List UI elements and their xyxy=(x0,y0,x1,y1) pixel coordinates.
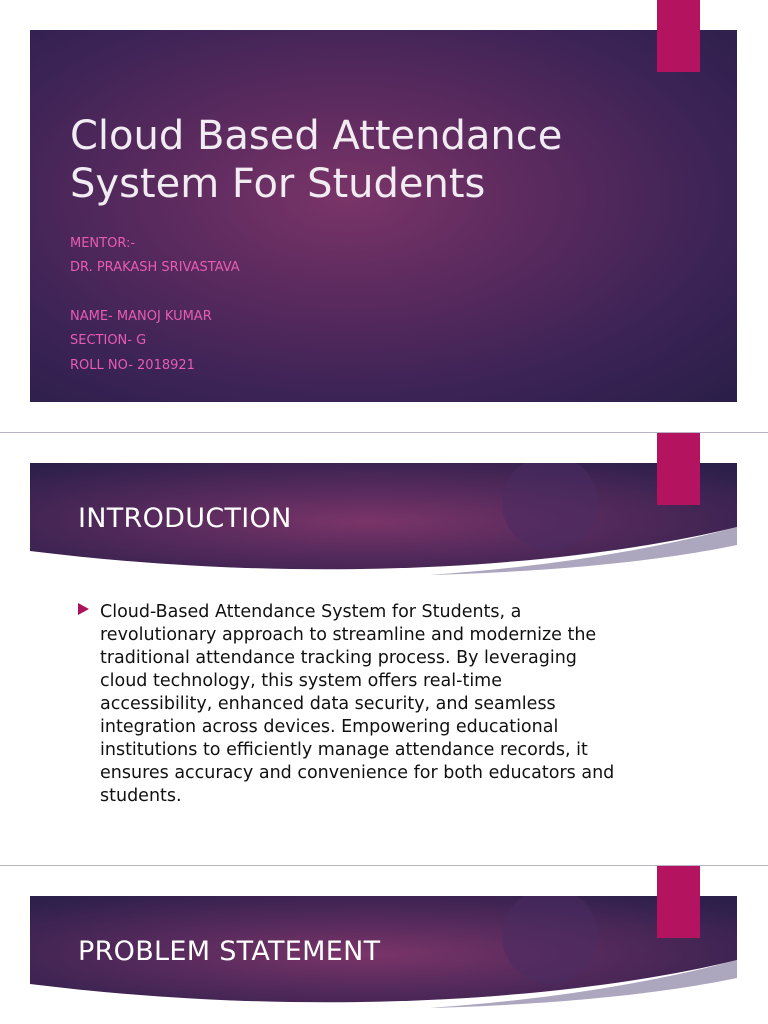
student-name: NAME- MANOJ KUMAR xyxy=(70,309,212,324)
problem-heading: PROBLEM STATEMENT xyxy=(78,936,381,967)
accent-tab xyxy=(657,0,700,72)
introduction-slide xyxy=(0,433,768,865)
mentor-name: DR. PRAKASH SRIVASTAVA xyxy=(70,260,240,275)
bullet-item xyxy=(78,601,618,808)
accent-tab xyxy=(657,433,700,505)
mentor-label: MENTOR:- xyxy=(70,236,136,251)
triangle-bullet-icon xyxy=(78,603,89,615)
student-section: SECTION- G xyxy=(70,333,147,348)
presentation-title: Cloud Based Attendance System For Students xyxy=(70,113,563,207)
problem-banner xyxy=(30,896,737,1009)
introduction-heading: INTRODUCTION xyxy=(78,503,292,534)
student-roll-number: ROLL NO- 2018921 xyxy=(70,358,195,373)
introduction-banner xyxy=(30,463,737,576)
title-slide xyxy=(0,0,768,432)
introduction-text: Cloud-Based Attendance System for Students, a revolutionary approach to streamline and modernize the traditional attendance tracking process. By leveraging cloud technology, this system offers real-time accessibility, enhanced data security, and seamless integration across devices. Empowering educational institutions to efficiently manage attendance records, it ensures accuracy and convenience for both educators and students. xyxy=(100,602,615,806)
accent-tab xyxy=(657,866,700,938)
title-panel xyxy=(30,30,737,402)
problem-statement-slide xyxy=(0,866,768,1024)
